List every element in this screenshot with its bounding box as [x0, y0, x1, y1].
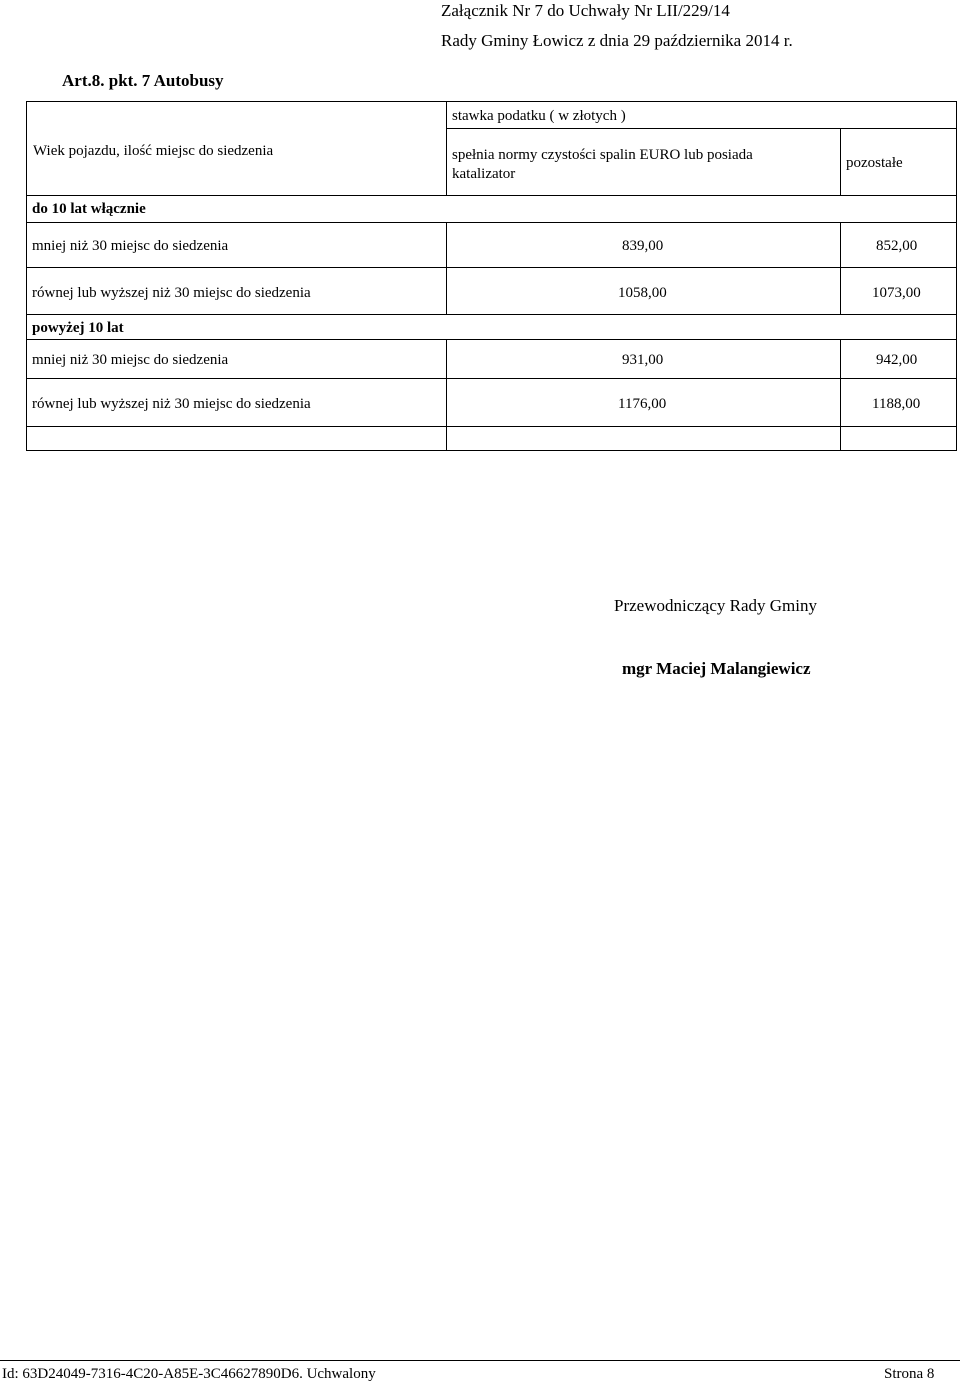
other-rate: 852,00	[876, 238, 918, 254]
group-label-up-to-10: do 10 lat włącznie	[32, 201, 146, 217]
footer-page-number: Strona 8	[884, 1366, 935, 1382]
euro-rate: 1176,00	[618, 396, 667, 412]
group-label-over-10: powyżej 10 lat	[32, 320, 124, 336]
row-label: mniej niż 30 miejsc do siedzenia	[32, 238, 229, 254]
other-rate: 1188,00	[872, 396, 921, 412]
section-title: Art.8. pkt. 7 Autobusy	[62, 71, 224, 90]
signature-name: mgr Maciej Malangiewicz	[622, 659, 811, 678]
euro-rate: 839,00	[622, 238, 664, 254]
annex-header-line1: Załącznik Nr 7 do Uchwały Nr LII/229/14	[441, 1, 730, 20]
column-header-tax-rate: stawka podatku ( w złotych )	[452, 108, 626, 124]
footer-divider	[0, 1360, 960, 1361]
euro-rate: 1058,00	[618, 285, 667, 301]
other-rate: 1073,00	[872, 285, 921, 301]
column-header-vehicle: Wiek pojazdu, ilość miejsc do siedzenia	[33, 143, 274, 159]
column-header-other: pozostałe	[846, 155, 903, 171]
annex-header-line2: Rady Gminy Łowicz z dnia 29 października 2014 r.	[441, 31, 793, 50]
row-label: równej lub wyższej niż 30 miejsc do siedzenia	[32, 396, 311, 412]
euro-rate: 931,00	[622, 352, 664, 368]
row-label: mniej niż 30 miejsc do siedzenia	[32, 352, 229, 368]
footer-document-id: Id: 63D24049-7316-4C20-A85E-3C46627890D6. Uchwalony	[2, 1366, 376, 1382]
other-rate: 942,00	[876, 352, 918, 368]
row-label: równej lub wyższej niż 30 miejsc do siedzenia	[32, 285, 311, 301]
column-header-euro: spełnia normy czystości spalin EURO lub posiada katalizator	[452, 147, 753, 182]
signature-title: Przewodniczący Rady Gminy	[614, 596, 817, 615]
